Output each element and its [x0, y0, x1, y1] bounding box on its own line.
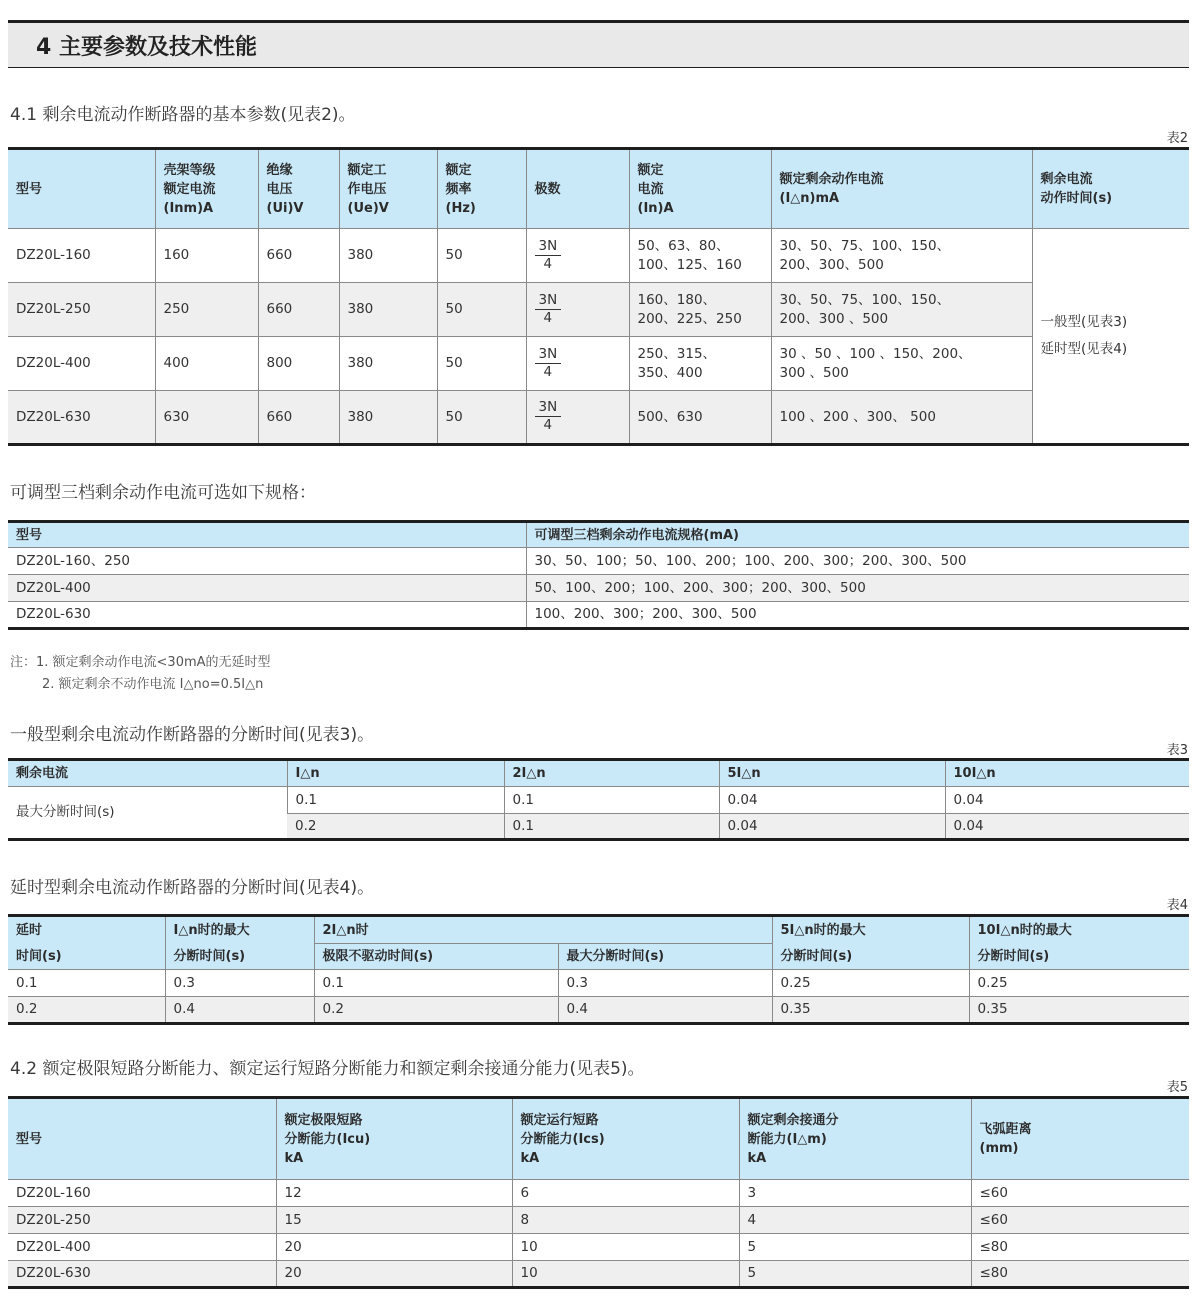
in-cell [629, 229, 771, 283]
idn-line: 300 、500 [779, 364, 849, 381]
model-cell: DZ20L-630 [8, 1261, 276, 1288]
model-cell: DZ20L-160 [8, 1180, 276, 1207]
model-cell: DZ20L-250 [8, 283, 155, 337]
idn-line: 200、300、500 [779, 256, 884, 273]
table-row [8, 970, 1189, 997]
pole-bottom: 4 [543, 309, 553, 326]
value-cell: 0.2 [314, 997, 558, 1024]
table-row [8, 548, 1189, 575]
table2-header: 额定工 作电压 (Ue)V [339, 149, 437, 229]
idn-line: 100 、200 、300、 500 [779, 408, 936, 425]
ue-cell: 380 [339, 283, 437, 337]
row-label: 最大分断时间(s) [8, 787, 287, 840]
idn-line: 200、300 、500 [779, 310, 889, 327]
value-cell: 10 [512, 1234, 739, 1261]
value-cell: 0.35 [772, 997, 969, 1024]
table5-header: 额定剩余接通分 断能力(I△m) kA [739, 1098, 971, 1180]
para-4-2: 4.2 额定极限短路分断能力、额定运行短路分断能力和额定剩余接通分能力(见表5)。 [10, 1059, 645, 1079]
in-cell [629, 337, 771, 391]
table4-header: I△n时的最大 [165, 916, 314, 944]
hz-cell: 50 [437, 283, 526, 337]
table-row [8, 1207, 1189, 1234]
in-line: 500、630 [637, 408, 703, 425]
pole-cell [526, 229, 629, 283]
value-cell: ≤60 [971, 1180, 1189, 1207]
pole-fraction [535, 399, 562, 434]
value-cell: 0.04 [945, 787, 1189, 814]
inm-cell: 160 [155, 229, 258, 283]
value-cell: 0.35 [969, 997, 1189, 1024]
table-row [8, 575, 1189, 602]
pole-top: 3N [535, 238, 562, 256]
idn-cell [771, 337, 1032, 391]
table-row [8, 229, 1189, 283]
table3-header-row [8, 760, 1189, 787]
in-line: 250、315、 [637, 345, 717, 362]
table-row [8, 1261, 1189, 1288]
value-cell: 20 [276, 1261, 512, 1288]
inm-cell: 630 [155, 391, 258, 445]
table4-header-row [8, 916, 1189, 944]
value-cell: 0.25 [772, 970, 969, 997]
table4-header: 延时 [8, 916, 165, 944]
value-cell: 0.3 [165, 970, 314, 997]
value-cell: ≤60 [971, 1207, 1189, 1234]
table5-label: 表5 [1166, 1080, 1188, 1095]
value-cell: 0.1 [8, 970, 165, 997]
pole-top: 3N [535, 399, 562, 417]
time-line: 一般型(见表3) [1040, 314, 1128, 330]
table-row [8, 997, 1189, 1024]
table-5 [8, 1096, 1189, 1289]
value-cell: ≤80 [971, 1234, 1189, 1261]
pole-fraction [535, 346, 562, 381]
para-table3: 一般型剩余电流动作断路器的分断时间(见表3)。 [10, 725, 375, 745]
table-row [8, 1234, 1189, 1261]
adj-header: 型号 [8, 522, 526, 548]
table3-header: I△n [287, 760, 504, 787]
table4-header-row [8, 944, 1189, 970]
inm-cell: 250 [155, 283, 258, 337]
table2-header: 额定剩余动作电流 (I△n)mA [771, 149, 1032, 229]
table4-header: 分断时间(s) [165, 944, 314, 970]
model-cell: DZ20L-400 [8, 337, 155, 391]
table-row [8, 602, 1189, 629]
pole-cell [526, 283, 629, 337]
table3-label: 表3 [1166, 743, 1188, 758]
table3-header: 2I△n [504, 760, 719, 787]
pole-cell [526, 337, 629, 391]
value-cell: 0.25 [969, 970, 1189, 997]
value-cell: ≤80 [971, 1261, 1189, 1288]
adj-header: 可调型三档剩余动作电流规格(mA) [526, 522, 1189, 548]
value-cell: 15 [276, 1207, 512, 1234]
spec-cell: 50、100、200；100、200、300；200、300、500 [526, 575, 1189, 602]
idn-line: 30 、50 、100 、150、200、 [779, 345, 972, 362]
model-cell: DZ20L-400 [8, 575, 526, 602]
pole-bottom: 4 [543, 417, 553, 433]
model-cell: DZ20L-160、250 [8, 548, 526, 575]
hz-cell: 50 [437, 391, 526, 445]
hz-cell: 50 [437, 337, 526, 391]
table-row [8, 391, 1189, 445]
table4-header: 最大分断时间(s) [558, 944, 772, 970]
value-cell: 0.2 [287, 814, 504, 840]
idn-cell [771, 391, 1032, 445]
para-table4: 延时型剩余电流动作断路器的分断时间(见表4)。 [10, 878, 375, 898]
value-cell: 20 [276, 1234, 512, 1261]
table2-label: 表2 [1166, 131, 1188, 146]
time-line: 延时型(见表4) [1040, 341, 1128, 357]
pole-fraction [535, 292, 562, 327]
model-cell: DZ20L-160 [8, 229, 155, 283]
value-cell: 0.04 [945, 814, 1189, 840]
pole-fraction [535, 238, 562, 273]
inm-cell: 400 [155, 337, 258, 391]
section-title: 4 主要参数及技术性能 [36, 35, 257, 60]
in-line: 100、125、160 [637, 256, 742, 273]
value-cell: 0.04 [719, 787, 945, 814]
table-4 [8, 914, 1189, 1025]
pole-cell [526, 391, 629, 445]
pole-bottom: 4 [543, 363, 553, 380]
table-row [8, 283, 1189, 337]
table5-header: 额定极限短路 分断能力(Icu) kA [276, 1098, 512, 1180]
ue-cell: 380 [339, 337, 437, 391]
ui-cell: 660 [258, 283, 339, 337]
adj-header-row [8, 522, 1189, 548]
ue-cell: 380 [339, 391, 437, 445]
table4-header: 10I△n时的最大 [969, 916, 1189, 944]
value-cell: 4 [739, 1207, 971, 1234]
in-line: 200、225、250 [637, 310, 742, 327]
value-cell: 5 [739, 1261, 971, 1288]
table-row [8, 1180, 1189, 1207]
table4-header: 分断时间(s) [772, 944, 969, 970]
value-cell: 0.4 [558, 997, 772, 1024]
table2-header: 额定 频率 (Hz) [437, 149, 526, 229]
table4-header: 5I△n时的最大 [772, 916, 969, 944]
table2-header: 绝缘 电压 (Ui)V [258, 149, 339, 229]
idn-line: 30、50、75、100、150、 [779, 237, 951, 254]
value-cell: 0.1 [504, 814, 719, 840]
ui-cell: 660 [258, 391, 339, 445]
value-cell: 3 [739, 1180, 971, 1207]
table-row [8, 787, 1189, 814]
model-cell: DZ20L-400 [8, 1234, 276, 1261]
value-cell: 5 [739, 1234, 971, 1261]
in-cell [629, 283, 771, 337]
table4-header: 时间(s) [8, 944, 165, 970]
value-cell: 0.3 [558, 970, 772, 997]
model-cell: DZ20L-630 [8, 602, 526, 629]
in-line: 350、400 [637, 364, 703, 381]
table4-header: 2I△n时 [314, 916, 772, 944]
table2-header-row [8, 149, 1189, 229]
table2-header: 剩余电流 动作时间(s) [1032, 149, 1189, 229]
table-adjustable [8, 520, 1189, 630]
table3-header: 5I△n [719, 760, 945, 787]
value-cell: 0.1 [504, 787, 719, 814]
table2-header: 壳架等级 额定电流 (Inm)A [155, 149, 258, 229]
pole-bottom: 4 [543, 255, 553, 272]
action-time-cell [1032, 229, 1189, 445]
table5-header: 额定运行短路 分断能力(Ics) kA [512, 1098, 739, 1180]
idn-line: 30、50、75、100、150、 [779, 291, 951, 308]
ui-cell: 660 [258, 229, 339, 283]
table2-header: 额定 电流 (In)A [629, 149, 771, 229]
pole-top: 3N [535, 292, 562, 310]
ue-cell: 380 [339, 229, 437, 283]
table4-label: 表4 [1166, 898, 1188, 913]
model-cell: DZ20L-630 [8, 391, 155, 445]
value-cell: 0.1 [314, 970, 558, 997]
value-cell: 6 [512, 1180, 739, 1207]
table5-header: 型号 [8, 1098, 276, 1180]
table-row [8, 337, 1189, 391]
table4-header: 极限不驱动时间(s) [314, 944, 558, 970]
idn-cell [771, 229, 1032, 283]
model-cell: DZ20L-250 [8, 1207, 276, 1234]
table-2 [8, 147, 1189, 446]
value-cell: 0.1 [287, 787, 504, 814]
spec-cell: 100、200、300；200、300、500 [526, 602, 1189, 629]
value-cell: 0.4 [165, 997, 314, 1024]
para-4-1: 4.1 剩余电流动作断路器的基本参数(见表2)。 [10, 105, 356, 125]
table5-header-row [8, 1098, 1189, 1180]
value-cell: 10 [512, 1261, 739, 1288]
section-header [8, 23, 1189, 68]
table2-header: 型号 [8, 149, 155, 229]
value-cell: 0.04 [719, 814, 945, 840]
table3-header: 10I△n [945, 760, 1189, 787]
note-line: 2. 额定剩余不动作电流 I△no=0.5I△n [42, 677, 264, 692]
table2-header: 极数 [526, 149, 629, 229]
value-cell: 0.2 [8, 997, 165, 1024]
in-line: 160、180、 [637, 291, 717, 308]
table-3 [8, 758, 1189, 841]
in-line: 50、63、80、 [637, 237, 730, 254]
pole-top: 3N [535, 346, 562, 364]
idn-cell [771, 283, 1032, 337]
value-cell: 8 [512, 1207, 739, 1234]
para-adjustable: 可调型三档剩余动作电流可选如下规格： [10, 483, 316, 503]
table5-header: 飞弧距离 (mm) [971, 1098, 1189, 1180]
hz-cell: 50 [437, 229, 526, 283]
value-cell: 12 [276, 1180, 512, 1207]
spec-cell: 30、50、100；50、100、200；100、200、300；200、300、500 [526, 548, 1189, 575]
in-cell [629, 391, 771, 445]
ui-cell: 800 [258, 337, 339, 391]
note-line: 注：1. 额定剩余动作电流<30mA的无延时型 [10, 655, 271, 670]
table4-header: 分断时间(s) [969, 944, 1189, 970]
table3-header: 剩余电流 [8, 760, 287, 787]
